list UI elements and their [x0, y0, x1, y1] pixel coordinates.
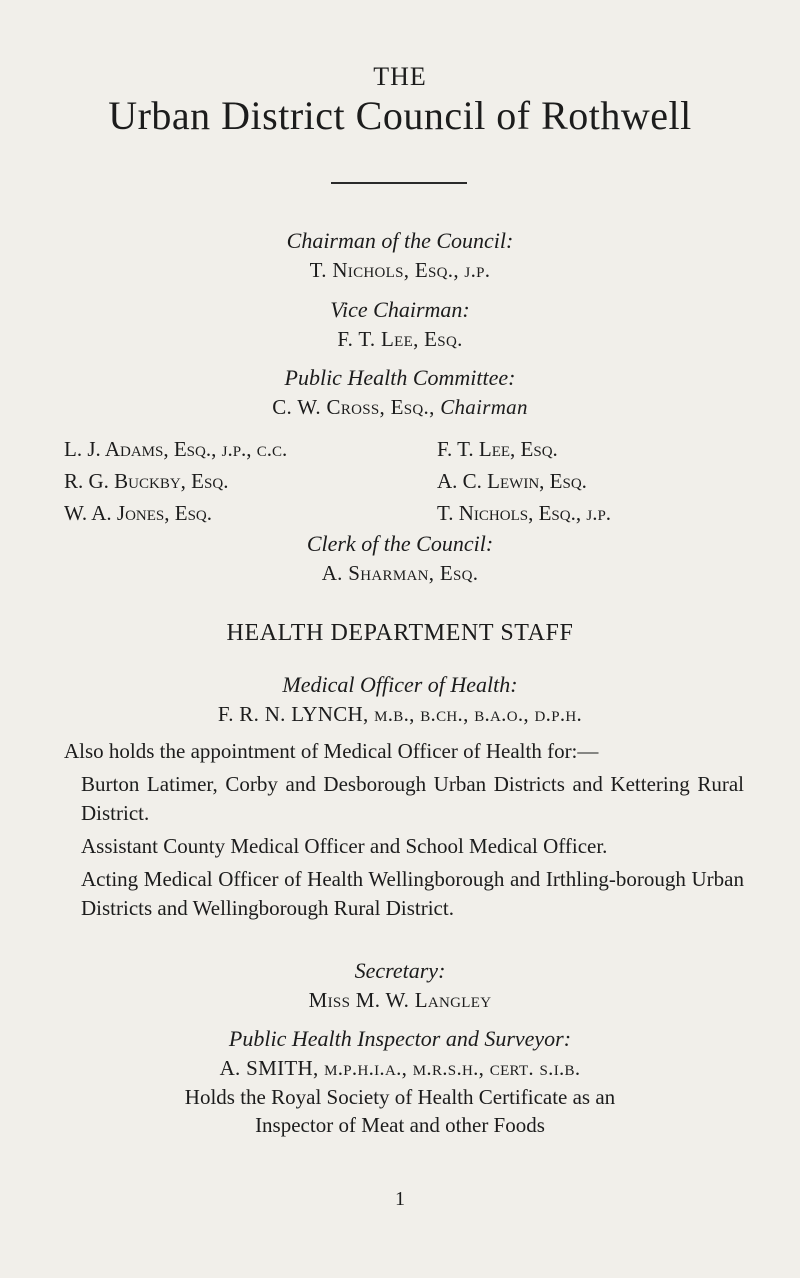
committee-heading: Public Health Committee:	[284, 365, 516, 390]
member-name: T. Nichols, Esq., j.p.	[437, 501, 612, 525]
inspector-note-line: Holds the Royal Society of Health Certificate as an	[184, 1085, 616, 1109]
inspector-note-line: Inspector of Meat and other Foods	[255, 1113, 545, 1137]
moh-name-main: F. R. N. LYNCH,	[217, 702, 375, 726]
chairman-heading: Chairman of the Council:	[286, 228, 514, 253]
appointment-item: Acting Medical Officer of Health Wellingborough and Irthling-borough Urban Districts and Wellingborough Rural District.	[81, 867, 744, 920]
clerk-name: A. Sharman, Esq.	[321, 561, 479, 585]
member-row	[64, 497, 664, 529]
member-name: L. J. Adams, Esq., j.p., c.c.	[64, 437, 288, 461]
moh-name	[0, 702, 800, 727]
secretary-section	[0, 958, 800, 1013]
member-row	[64, 433, 664, 465]
committee-chair-role: Chairman	[440, 395, 528, 419]
vice-chairman-heading: Vice Chairman:	[330, 297, 470, 322]
committee-members	[64, 433, 664, 529]
committee-section	[0, 365, 800, 420]
secretary-name: Miss M. W. Langley	[308, 988, 492, 1012]
header-the: THE	[373, 62, 427, 91]
inspector-section	[0, 1026, 800, 1139]
also-holds-text: Also holds the appointment of Medical Officer of Health for:—	[64, 739, 599, 763]
member-row	[64, 465, 664, 497]
vice-chairman-section	[0, 297, 800, 352]
secretary-heading: Secretary:	[354, 958, 446, 983]
council-title: Urban District Council of Rothwell	[108, 93, 692, 138]
staff-heading: HEALTH DEPARTMENT STAFF	[226, 620, 574, 646]
title-rule	[331, 182, 467, 184]
chairman-section	[0, 228, 800, 283]
inspector-name-main: A. SMITH,	[219, 1056, 325, 1080]
vice-chairman-name: F. T. Lee, Esq.	[337, 327, 463, 351]
clerk-section	[0, 531, 800, 586]
appointment-item: Burton Latimer, Corby and Desborough Urban Districts and Kettering Rural District.	[81, 772, 744, 825]
inspector-note	[0, 1083, 800, 1139]
inspector-qualifications: m.p.h.i.a., m.r.s.h., cert. s.i.b.	[324, 1056, 581, 1080]
appointment-item: Assistant County Medical Officer and School Medical Officer.	[81, 834, 608, 858]
moh-qualifications: m.b., b.ch., b.a.o., d.p.h.	[374, 702, 583, 726]
committee-chair-name: C. W. Cross, Esq.,	[272, 395, 441, 419]
chairman-name: T. Nichols, Esq., j.p.	[309, 258, 491, 282]
inspector-name	[0, 1056, 800, 1081]
member-name: R. G. Buckby, Esq.	[64, 469, 229, 493]
member-name: W. A. Jones, Esq.	[64, 501, 212, 525]
clerk-heading: Clerk of the Council:	[306, 531, 494, 556]
page-number: 1	[395, 1188, 405, 1210]
moh-section	[0, 672, 800, 727]
committee-chair	[0, 395, 800, 420]
moh-heading: Medical Officer of Health:	[282, 672, 518, 697]
member-name: F. T. Lee, Esq.	[437, 437, 558, 461]
inspector-heading: Public Health Inspector and Surveyor:	[228, 1026, 572, 1051]
member-name: A. C. Lewin, Esq.	[437, 469, 587, 493]
